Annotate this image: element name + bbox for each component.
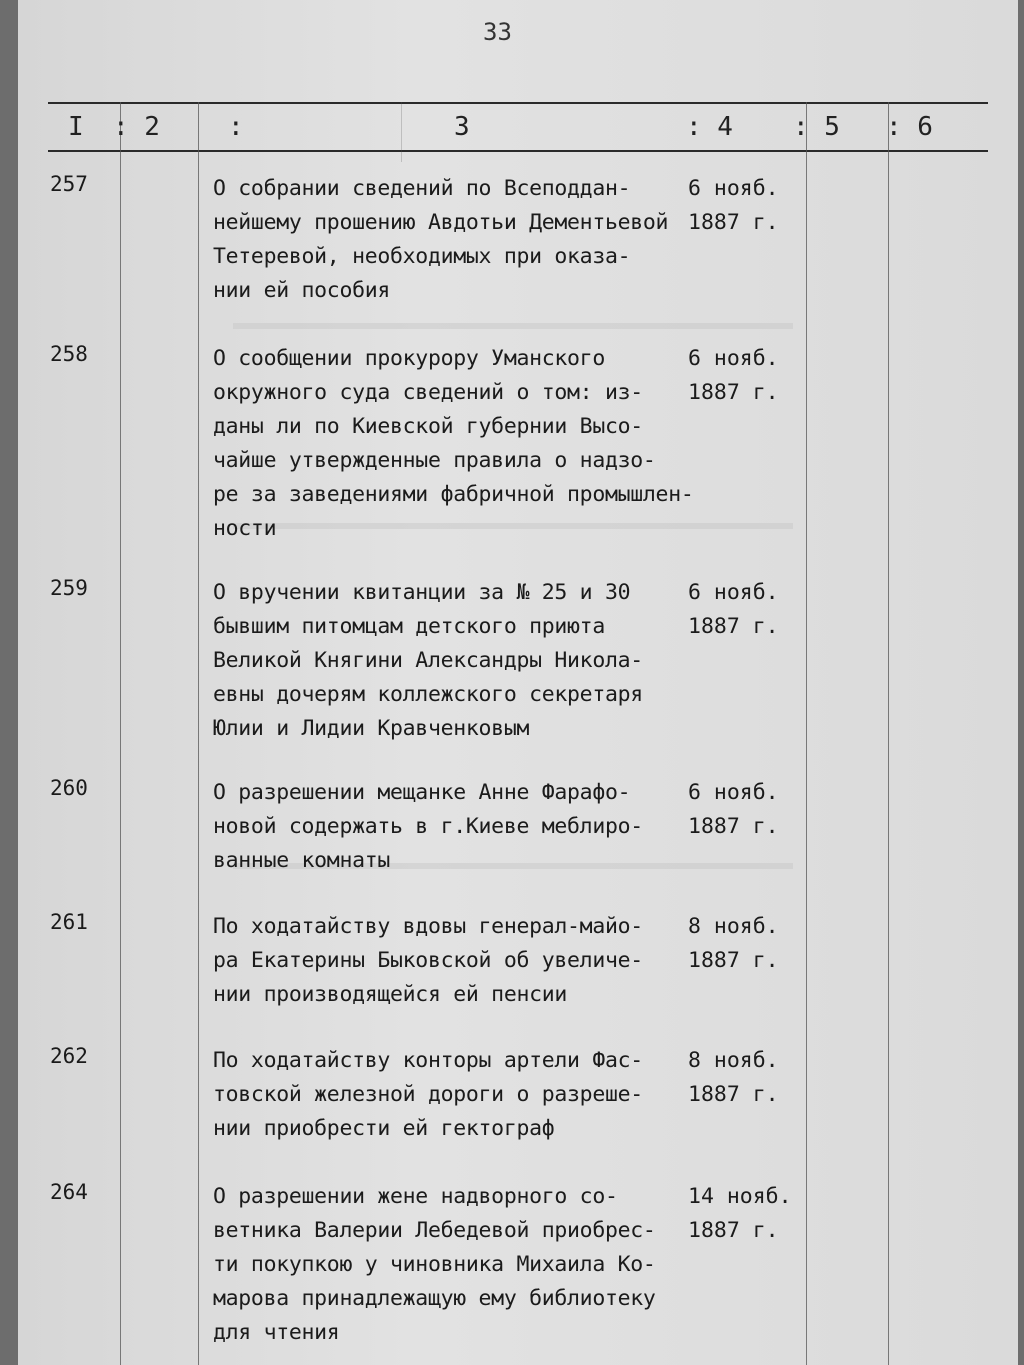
entry-date: 8 нояб. 1887 г. — [688, 914, 779, 973]
entry-number: 260 — [50, 776, 88, 800]
entry-date: 6 нояб. 1887 г. — [688, 346, 779, 405]
entry-number: 261 — [50, 910, 88, 934]
entry-number: 257 — [50, 172, 88, 196]
header-top-rule — [48, 102, 988, 104]
column-divider — [806, 102, 807, 1365]
entry-date: 6 нояб. 1887 г. — [688, 580, 779, 639]
document-page — [18, 0, 1018, 1365]
entry-text: О разрешении мещанке Анне Фарафо- новой содержать в г.Киеве меблиро- ванные комнаты — [213, 780, 643, 873]
entry-date: 6 нояб. 1887 г. — [688, 176, 779, 235]
header-bottom-rule — [48, 150, 988, 152]
bleed-through-mark — [233, 305, 793, 329]
column-header-1: I — [68, 112, 84, 142]
column-divider — [120, 102, 121, 1365]
entry-number: 264 — [50, 1180, 88, 1204]
entry-text: О сообщении прокурору Уманского окружного суда сведений о том: из- даны ли по Киевской губернии Высо- чайше утвержденные правила о надзо- ре за заведениями фабричной промышлен- ности — [213, 346, 694, 541]
entry-text: По ходатайству вдовы генерал-майо- ра Екатерины Быковской об увеличе- нии производящейся ей пенсии — [213, 914, 643, 1007]
column-divider — [198, 102, 199, 1365]
page-number: 33 — [483, 18, 512, 46]
column-header-6: : 6 — [886, 112, 933, 142]
entry-number: 259 — [50, 576, 88, 600]
column-divider — [401, 102, 402, 162]
entry-date: 6 нояб. 1887 г. — [688, 780, 779, 839]
entry-number: 262 — [50, 1044, 88, 1068]
entry-text: О вручении квитанции за № 25 и 30 бывшим питомцам детского приюта Великой Княгини Александры Николa- евны дочерям коллежского секретаря Юлии и Лидии Кравченковым — [213, 580, 643, 741]
entry-text: О собрании сведений по Всеподдан- нейшему прошению Авдотьи Дементьевой Тетеревой, необходимых при оказа- нии ей пособия — [213, 176, 669, 303]
column-header-4: : 4 — [686, 112, 733, 142]
entry-text: О разрешении жене надворного со- ветника Валерии Лебедевой приобрес- ти покупкою у чиновника Михаила Ко- марова принадлежащую ему библиотеку для чтения — [213, 1184, 656, 1345]
column-header-3: 3 — [454, 112, 470, 142]
column-header-2: : 2 — [113, 112, 160, 142]
entry-date: 14 нояб. 1887 г. — [688, 1184, 792, 1243]
entry-number: 258 — [50, 342, 88, 366]
entry-date: 8 нояб. 1887 г. — [688, 1048, 779, 1107]
column-divider — [888, 102, 889, 1365]
column-header-separator: : — [228, 112, 244, 142]
column-header-5: : 5 — [793, 112, 840, 142]
entry-text: По ходатайству конторы артели Фас- товской железной дороги о разреше- нии приобрести ей гектограф — [213, 1048, 643, 1141]
